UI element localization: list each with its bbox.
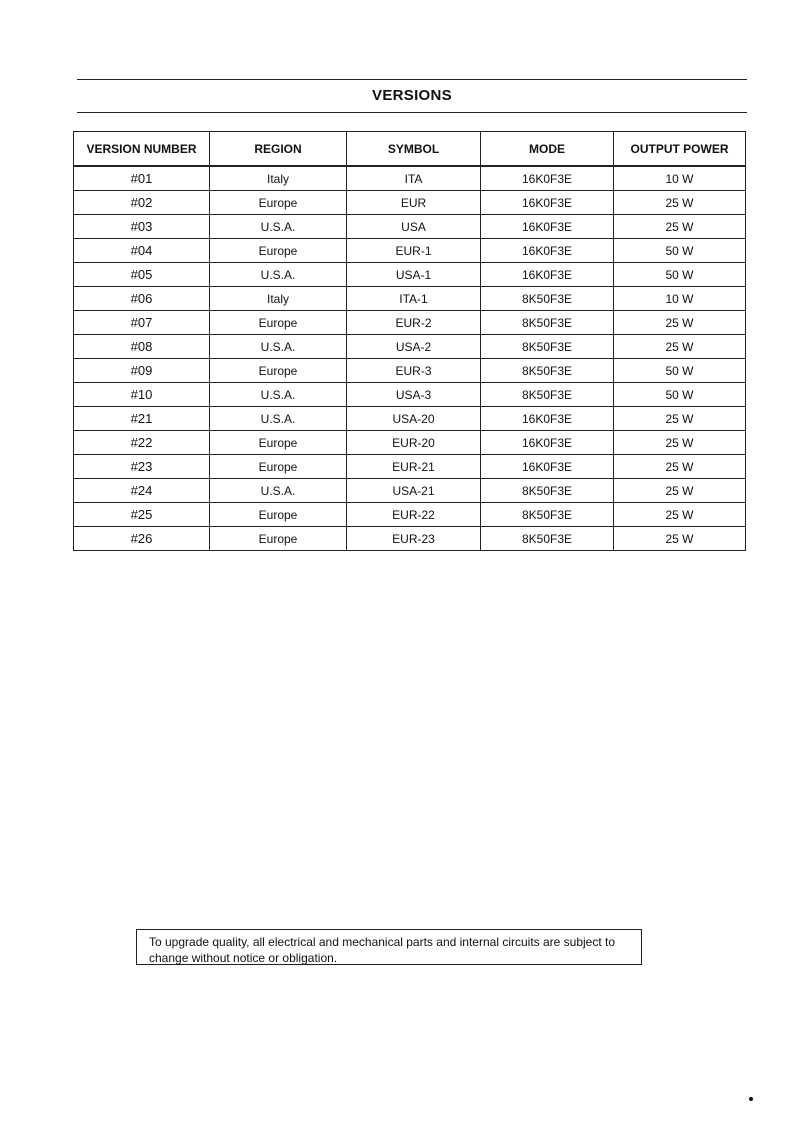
output-power-cell: 10 W <box>614 166 746 191</box>
table-row <box>74 335 746 359</box>
mode-cell: 16K0F3E <box>481 191 614 215</box>
symbol-cell: EUR-20 <box>347 431 481 455</box>
mode-cell: 16K0F3E <box>481 407 614 431</box>
mode-cell: 8K50F3E <box>481 479 614 503</box>
table-row <box>74 359 746 383</box>
output-power-cell: 25 W <box>614 431 746 455</box>
output-power-cell: 50 W <box>614 359 746 383</box>
table-row <box>74 479 746 503</box>
table-row <box>74 503 746 527</box>
header-output-power: OUTPUT POWER <box>614 132 746 167</box>
region-cell: U.S.A. <box>210 215 347 239</box>
symbol-cell: ITA <box>347 166 481 191</box>
table-row <box>74 383 746 407</box>
symbol-cell: EUR-2 <box>347 311 481 335</box>
mode-cell: 8K50F3E <box>481 383 614 407</box>
mode-cell: 8K50F3E <box>481 503 614 527</box>
version-number-cell: #08 <box>74 335 210 359</box>
region-cell: U.S.A. <box>210 335 347 359</box>
version-number-cell: #07 <box>74 311 210 335</box>
mode-cell: 8K50F3E <box>481 359 614 383</box>
page-title: VERSIONS <box>372 87 452 104</box>
output-power-cell: 25 W <box>614 407 746 431</box>
header-symbol: SYMBOL <box>347 132 481 167</box>
table-row <box>74 311 746 335</box>
symbol-cell: EUR-21 <box>347 455 481 479</box>
region-cell: U.S.A. <box>210 479 347 503</box>
region-cell: Italy <box>210 287 347 311</box>
output-power-cell: 25 W <box>614 455 746 479</box>
mode-cell: 16K0F3E <box>481 263 614 287</box>
header-region: REGION <box>210 132 347 167</box>
table-row <box>74 287 746 311</box>
version-number-cell: #05 <box>74 263 210 287</box>
version-number-cell: #22 <box>74 431 210 455</box>
table-row <box>74 407 746 431</box>
header-mode: MODE <box>481 132 614 167</box>
notice-box: To upgrade quality, all electrical and mechanical parts and internal circuits are subject to change without notice or obligation. <box>136 929 642 965</box>
mode-cell: 16K0F3E <box>481 239 614 263</box>
region-cell: Europe <box>210 359 347 383</box>
region-cell: Europe <box>210 311 347 335</box>
output-power-cell: 50 W <box>614 263 746 287</box>
output-power-cell: 25 W <box>614 479 746 503</box>
symbol-cell: EUR-22 <box>347 503 481 527</box>
symbol-cell: EUR-23 <box>347 527 481 551</box>
output-power-cell: 25 W <box>614 503 746 527</box>
symbol-cell: USA-3 <box>347 383 481 407</box>
table-row <box>74 431 746 455</box>
mode-cell: 16K0F3E <box>481 215 614 239</box>
symbol-cell: USA-21 <box>347 479 481 503</box>
symbol-cell: EUR-1 <box>347 239 481 263</box>
version-number-cell: #06 <box>74 287 210 311</box>
table-row <box>74 166 746 191</box>
table-body <box>74 166 746 551</box>
table-row <box>74 239 746 263</box>
symbol-cell: USA-2 <box>347 335 481 359</box>
mode-cell: 16K0F3E <box>481 166 614 191</box>
version-number-cell: #09 <box>74 359 210 383</box>
symbol-cell: EUR <box>347 191 481 215</box>
mode-cell: 16K0F3E <box>481 455 614 479</box>
mode-cell: 8K50F3E <box>481 311 614 335</box>
version-number-cell: #24 <box>74 479 210 503</box>
title-top-rule <box>77 79 747 80</box>
region-cell: Europe <box>210 191 347 215</box>
region-cell: Italy <box>210 166 347 191</box>
title-bottom-rule <box>77 112 747 113</box>
version-number-cell: #01 <box>74 166 210 191</box>
version-number-cell: #02 <box>74 191 210 215</box>
table-row <box>74 191 746 215</box>
symbol-cell: EUR-3 <box>347 359 481 383</box>
version-number-cell: #26 <box>74 527 210 551</box>
output-power-cell: 25 W <box>614 527 746 551</box>
versions-table <box>73 131 746 551</box>
version-number-cell: #10 <box>74 383 210 407</box>
version-number-cell: #23 <box>74 455 210 479</box>
output-power-cell: 25 W <box>614 311 746 335</box>
table-row <box>74 455 746 479</box>
symbol-cell: USA-1 <box>347 263 481 287</box>
output-power-cell: 50 W <box>614 383 746 407</box>
region-cell: Europe <box>210 455 347 479</box>
table-row <box>74 215 746 239</box>
output-power-cell: 25 W <box>614 191 746 215</box>
output-power-cell: 25 W <box>614 215 746 239</box>
table-header-row <box>74 132 746 167</box>
output-power-cell: 10 W <box>614 287 746 311</box>
symbol-cell: ITA-1 <box>347 287 481 311</box>
version-number-cell: #25 <box>74 503 210 527</box>
table-row <box>74 263 746 287</box>
mode-cell: 16K0F3E <box>481 431 614 455</box>
symbol-cell: USA <box>347 215 481 239</box>
output-power-cell: 25 W <box>614 335 746 359</box>
region-cell: Europe <box>210 431 347 455</box>
region-cell: Europe <box>210 239 347 263</box>
region-cell: Europe <box>210 527 347 551</box>
region-cell: U.S.A. <box>210 263 347 287</box>
mode-cell: 8K50F3E <box>481 335 614 359</box>
region-cell: U.S.A. <box>210 383 347 407</box>
symbol-cell: USA-20 <box>347 407 481 431</box>
table-row <box>74 527 746 551</box>
mode-cell: 8K50F3E <box>481 287 614 311</box>
version-number-cell: #03 <box>74 215 210 239</box>
output-power-cell: 50 W <box>614 239 746 263</box>
version-number-cell: #21 <box>74 407 210 431</box>
page-mark <box>749 1097 753 1101</box>
region-cell: Europe <box>210 503 347 527</box>
mode-cell: 8K50F3E <box>481 527 614 551</box>
version-number-cell: #04 <box>74 239 210 263</box>
header-version-number: VERSION NUMBER <box>74 132 210 167</box>
region-cell: U.S.A. <box>210 407 347 431</box>
